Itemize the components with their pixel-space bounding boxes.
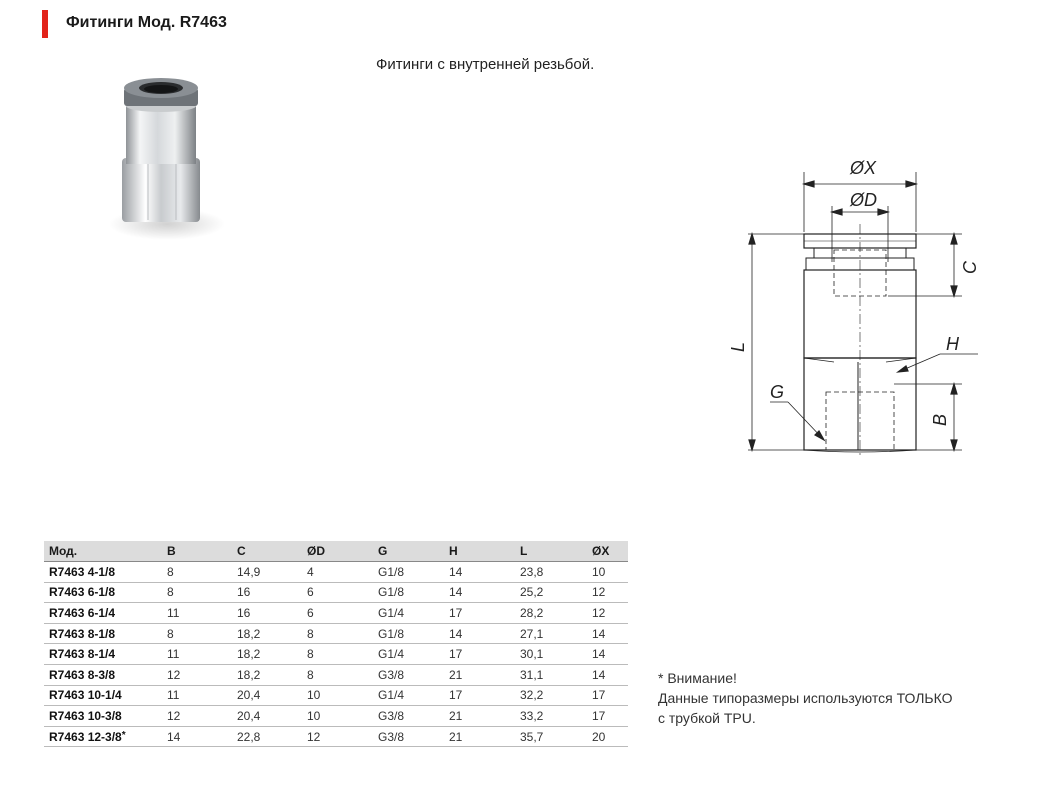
cell-h: 21	[444, 664, 515, 685]
cell-d: 4	[302, 562, 373, 583]
cell-l: 28,2	[515, 603, 587, 624]
model-name: R7463 6-1/4	[49, 605, 116, 620]
cell-c: 18,2	[232, 644, 302, 665]
cell-g: G1/8	[373, 562, 444, 583]
cell-c: 18,2	[232, 623, 302, 644]
cell-d: 6	[302, 582, 373, 603]
cell-b: 8	[162, 562, 232, 583]
cell-b: 11	[162, 603, 232, 624]
cell-c: 14,9	[232, 562, 302, 583]
cell-model	[44, 582, 162, 603]
cell-c: 22,8	[232, 726, 302, 747]
col-header-d: ØD	[302, 541, 373, 562]
cell-g: G1/8	[373, 582, 444, 603]
cell-g: G1/4	[373, 603, 444, 624]
cell-b: 11	[162, 644, 232, 665]
label-g: G	[770, 382, 785, 402]
cell-c: 20,4	[232, 685, 302, 706]
cell-b: 11	[162, 685, 232, 706]
col-header-g: G	[373, 541, 444, 562]
cell-d: 8	[302, 644, 373, 665]
cell-l: 23,8	[515, 562, 587, 583]
cell-h: 17	[444, 603, 515, 624]
note-line-3: с трубкой TPU.	[658, 710, 756, 726]
model-name: R7463 6-1/8	[49, 585, 116, 600]
cell-model	[44, 644, 162, 665]
cell-model	[44, 562, 162, 583]
model-name: R7463 4-1/8	[49, 564, 116, 579]
model-name: R7463 10-3/8	[49, 708, 122, 723]
col-header-l: L	[515, 541, 587, 562]
table-row	[44, 726, 628, 747]
table-row	[44, 562, 628, 583]
table-row	[44, 644, 628, 665]
cell-model	[44, 623, 162, 644]
model-name: R7463 8-3/8	[49, 667, 116, 682]
cell-x: 14	[587, 664, 628, 685]
cell-l: 35,7	[515, 726, 587, 747]
label-h: H	[946, 334, 959, 354]
table-row	[44, 706, 628, 727]
cell-h: 21	[444, 726, 515, 747]
cell-model	[44, 664, 162, 685]
cell-c: 18,2	[232, 664, 302, 685]
cell-h: 21	[444, 706, 515, 727]
label-l: L	[728, 341, 748, 352]
cell-x: 14	[587, 644, 628, 665]
cell-h: 14	[444, 562, 515, 583]
col-header-c: C	[232, 541, 302, 562]
col-header-model: Мод.	[44, 541, 162, 562]
cell-x: 10	[587, 562, 628, 583]
cell-b: 8	[162, 582, 232, 603]
cell-x: 14	[587, 623, 628, 644]
label-x: ØX	[850, 158, 877, 178]
col-header-h: H	[444, 541, 515, 562]
label-b: B	[930, 413, 950, 426]
note-line-2: Данные типоразмеры используются ТОЛЬКО	[658, 690, 953, 706]
cell-model	[44, 726, 162, 747]
cell-x: 17	[587, 685, 628, 706]
cell-d: 6	[302, 603, 373, 624]
page-title: Фитинги Мод. R7463	[66, 14, 227, 31]
technical-drawing	[718, 150, 1008, 460]
cell-x: 12	[587, 603, 628, 624]
model-name: R7463 10-1/4	[49, 688, 122, 703]
model-name: R7463 8-1/4	[49, 647, 116, 662]
cell-g: G1/4	[373, 644, 444, 665]
cell-h: 17	[444, 644, 515, 665]
cell-g: G3/8	[373, 706, 444, 727]
cell-g: G1/4	[373, 685, 444, 706]
cell-b: 8	[162, 623, 232, 644]
label-c: C	[960, 261, 980, 274]
cell-h: 14	[444, 623, 515, 644]
cell-h: 14	[444, 582, 515, 603]
table-row	[44, 664, 628, 685]
table-row	[44, 582, 628, 603]
model-name: R7463 12-3/8	[49, 729, 122, 744]
model-name: R7463 8-1/8	[49, 626, 116, 641]
cell-model	[44, 603, 162, 624]
cell-d: 10	[302, 685, 373, 706]
cell-l: 33,2	[515, 706, 587, 727]
note-line-1: * Внимание!	[658, 670, 737, 686]
cell-model	[44, 706, 162, 727]
cell-d: 8	[302, 623, 373, 644]
cell-b: 12	[162, 706, 232, 727]
cell-x: 17	[587, 706, 628, 727]
cell-l: 27,1	[515, 623, 587, 644]
cell-c: 16	[232, 582, 302, 603]
cell-d: 10	[302, 706, 373, 727]
table-row	[44, 623, 628, 644]
cell-l: 32,2	[515, 685, 587, 706]
specs-table	[44, 541, 628, 747]
cell-l: 30,1	[515, 644, 587, 665]
cell-g: G3/8	[373, 664, 444, 685]
label-d: ØD	[850, 190, 877, 210]
cell-model	[44, 685, 162, 706]
cell-x: 20	[587, 726, 628, 747]
col-header-b: B	[162, 541, 232, 562]
cell-x: 12	[587, 582, 628, 603]
cell-d: 12	[302, 726, 373, 747]
table-header-row	[44, 541, 628, 562]
cell-d: 8	[302, 664, 373, 685]
footnote-star: *	[121, 729, 126, 741]
cell-l: 25,2	[515, 582, 587, 603]
product-description: Фитинги с внутренней резьбой.	[376, 56, 595, 73]
cell-h: 17	[444, 685, 515, 706]
table-row	[44, 603, 628, 624]
cell-g: G3/8	[373, 726, 444, 747]
attention-note	[658, 668, 953, 728]
fitting-photo	[92, 66, 242, 256]
table-row	[44, 685, 628, 706]
cell-g: G1/8	[373, 623, 444, 644]
title-accent-bar	[42, 10, 48, 38]
cell-l: 31,1	[515, 664, 587, 685]
col-header-x: ØX	[587, 541, 628, 562]
cell-b: 14	[162, 726, 232, 747]
cell-c: 20,4	[232, 706, 302, 727]
cell-c: 16	[232, 603, 302, 624]
cell-b: 12	[162, 664, 232, 685]
